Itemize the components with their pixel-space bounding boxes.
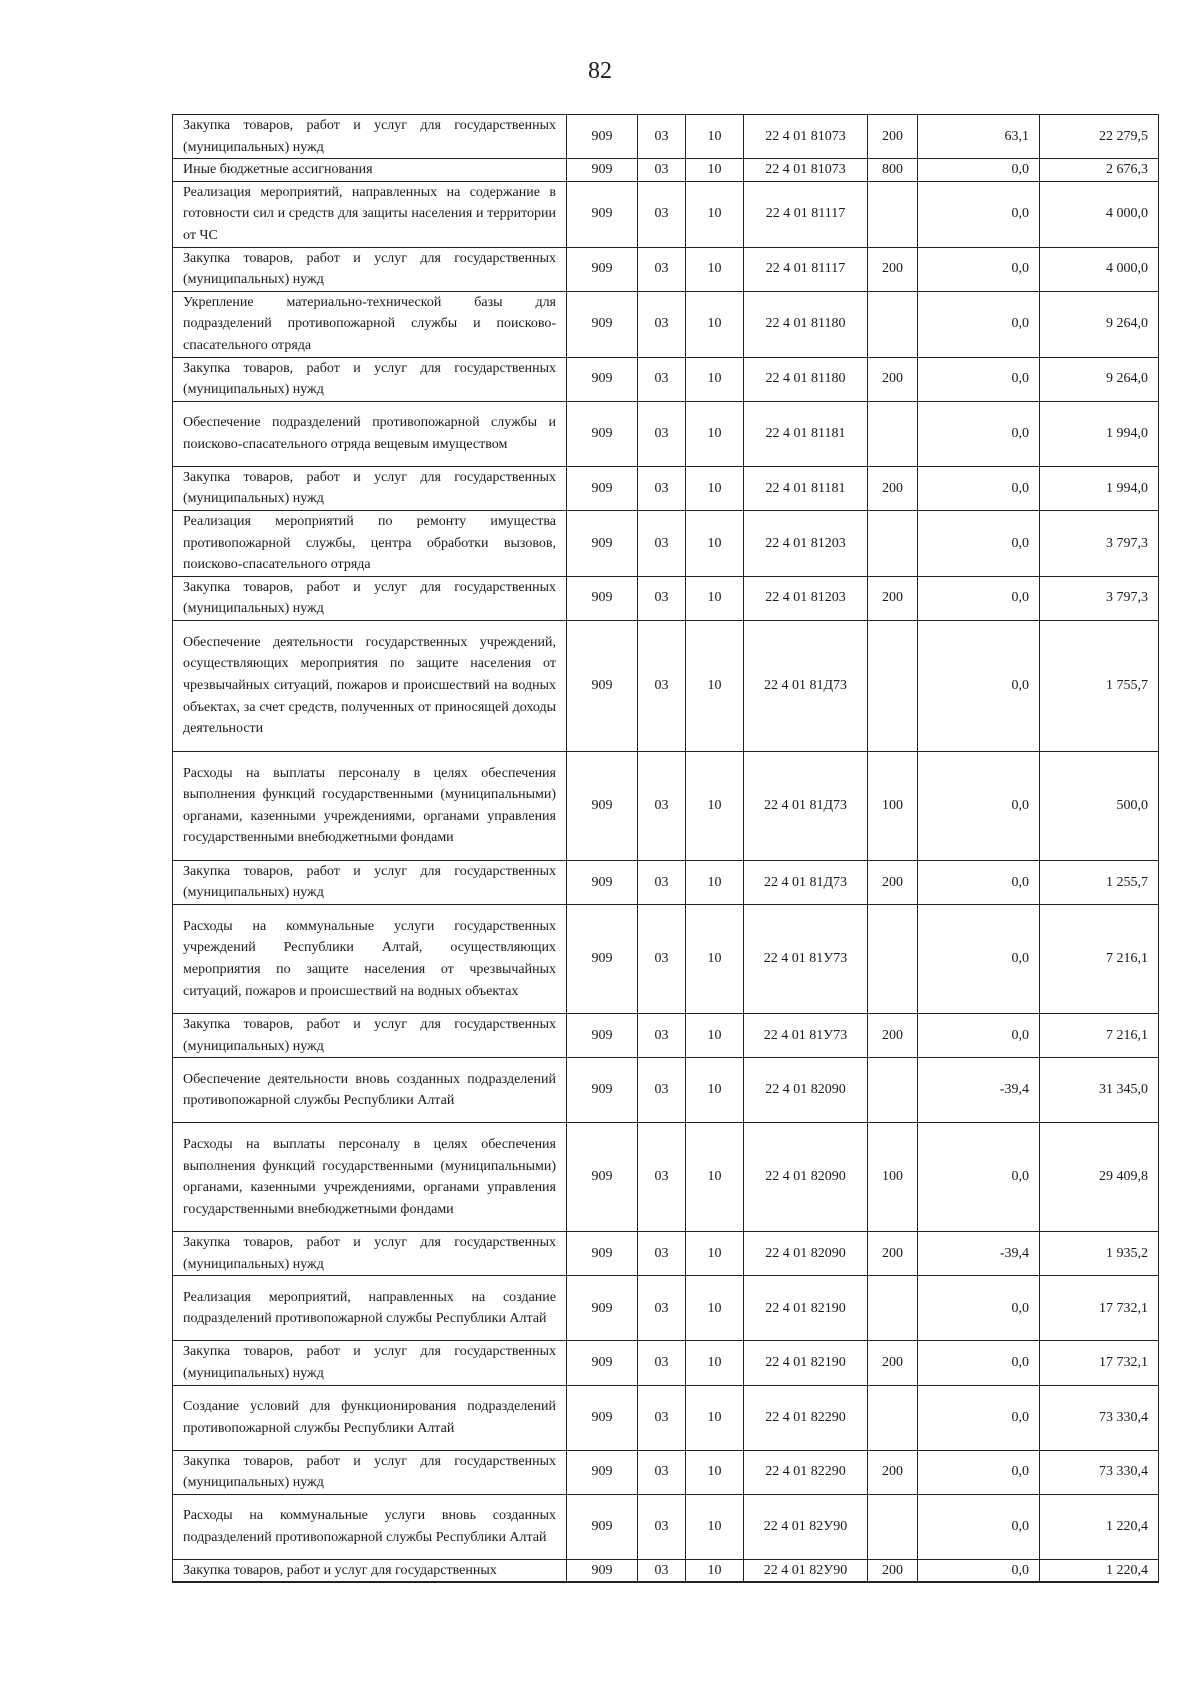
total-amount: 3 797,3 (1040, 576, 1159, 620)
table-row (173, 751, 1159, 860)
table-row (173, 620, 1159, 751)
expense-type-code: 200 (868, 1014, 918, 1058)
table-row (173, 1341, 1159, 1385)
change-amount: 0,0 (918, 291, 1040, 357)
subsection-code: 10 (686, 620, 744, 751)
change-amount: 0,0 (918, 1450, 1040, 1494)
section-code: 03 (638, 751, 686, 860)
expense-type-code: 800 (868, 159, 918, 182)
section-code: 03 (638, 1341, 686, 1385)
target-article-code: 22 4 01 82У90 (744, 1559, 868, 1582)
ministry-code: 909 (567, 181, 638, 247)
row-description: Создание условий для функционирования подразделений противопожарной службы Республики Алтай (173, 1385, 567, 1450)
expense-type-code: 200 (868, 576, 918, 620)
total-amount: 3 797,3 (1040, 510, 1159, 576)
table-row (173, 401, 1159, 466)
change-amount: 0,0 (918, 860, 1040, 904)
table-row (173, 1058, 1159, 1123)
section-code: 03 (638, 510, 686, 576)
ministry-code: 909 (567, 620, 638, 751)
target-article-code: 22 4 01 82090 (744, 1232, 868, 1276)
total-amount: 9 264,0 (1040, 291, 1159, 357)
table-row (173, 115, 1159, 159)
section-code: 03 (638, 1232, 686, 1276)
change-amount: 0,0 (918, 1494, 1040, 1559)
change-amount: 0,0 (918, 466, 1040, 510)
target-article-code: 22 4 01 81117 (744, 247, 868, 291)
subsection-code: 10 (686, 1123, 744, 1232)
expense-type-code: 200 (868, 1232, 918, 1276)
total-amount: 1 220,4 (1040, 1494, 1159, 1559)
table-row (173, 291, 1159, 357)
total-amount: 1 994,0 (1040, 401, 1159, 466)
target-article-code: 22 4 01 82290 (744, 1450, 868, 1494)
section-code: 03 (638, 1123, 686, 1232)
total-amount: 9 264,0 (1040, 357, 1159, 401)
target-article-code: 22 4 01 82190 (744, 1276, 868, 1341)
row-description: Расходы на выплаты персоналу в целях обеспечения выполнения функций государственными (муниципальными) органами, казенными учреждениями, органами управления государственными внебюджетными фондами (173, 1123, 567, 1232)
row-description: Закупка товаров, работ и услуг для государственных (муниципальных) нужд (173, 1014, 567, 1058)
total-amount: 2 676,3 (1040, 159, 1159, 182)
target-article-code: 22 4 01 82090 (744, 1058, 868, 1123)
change-amount: 63,1 (918, 115, 1040, 159)
expense-type-code (868, 510, 918, 576)
target-article-code: 22 4 01 81117 (744, 181, 868, 247)
table-row (173, 247, 1159, 291)
section-code: 03 (638, 860, 686, 904)
row-description: Закупка товаров, работ и услуг для государственных (173, 1559, 567, 1582)
row-description: Реализация мероприятий, направленных на содержание в готовности сил и средств для защиты населения и территории от ЧС (173, 181, 567, 247)
table-row (173, 357, 1159, 401)
expense-type-code: 200 (868, 247, 918, 291)
table-row (173, 576, 1159, 620)
row-description: Закупка товаров, работ и услуг для государственных (муниципальных) нужд (173, 576, 567, 620)
subsection-code: 10 (686, 181, 744, 247)
change-amount: -39,4 (918, 1058, 1040, 1123)
target-article-code: 22 4 01 81Д73 (744, 620, 868, 751)
change-amount: -39,4 (918, 1232, 1040, 1276)
section-code: 03 (638, 1276, 686, 1341)
row-description: Закупка товаров, работ и услуг для государственных (муниципальных) нужд (173, 860, 567, 904)
row-description: Реализация мероприятий, направленных на создание подразделений противопожарной службы Республики Алтай (173, 1276, 567, 1341)
change-amount: 0,0 (918, 510, 1040, 576)
subsection-code: 10 (686, 905, 744, 1014)
subsection-code: 10 (686, 1341, 744, 1385)
ministry-code: 909 (567, 1276, 638, 1341)
table-row (173, 1232, 1159, 1276)
section-code: 03 (638, 1058, 686, 1123)
ministry-code: 909 (567, 1123, 638, 1232)
table-row (173, 1494, 1159, 1559)
change-amount: 0,0 (918, 1341, 1040, 1385)
subsection-code: 10 (686, 1450, 744, 1494)
section-code: 03 (638, 576, 686, 620)
ministry-code: 909 (567, 291, 638, 357)
total-amount: 73 330,4 (1040, 1450, 1159, 1494)
row-description: Укрепление материально-технической базы для подразделений противопожарной службы и поисково-спасательного отряда (173, 291, 567, 357)
expense-type-code: 200 (868, 357, 918, 401)
change-amount: 0,0 (918, 181, 1040, 247)
total-amount: 1 220,4 (1040, 1559, 1159, 1582)
expense-type-code: 200 (868, 1341, 918, 1385)
subsection-code: 10 (686, 466, 744, 510)
total-amount: 4 000,0 (1040, 181, 1159, 247)
section-code: 03 (638, 905, 686, 1014)
ministry-code: 909 (567, 1450, 638, 1494)
section-code: 03 (638, 159, 686, 182)
change-amount: 0,0 (918, 905, 1040, 1014)
expense-type-code: 200 (868, 1450, 918, 1494)
section-code: 03 (638, 115, 686, 159)
target-article-code: 22 4 01 81У73 (744, 905, 868, 1014)
expense-type-code: 200 (868, 1559, 918, 1582)
target-article-code: 22 4 01 81203 (744, 576, 868, 620)
total-amount: 17 732,1 (1040, 1276, 1159, 1341)
ministry-code: 909 (567, 1559, 638, 1582)
total-amount: 7 216,1 (1040, 1014, 1159, 1058)
row-description: Обеспечение подразделений противопожарной службы и поисково-спасательного отряда вещевым имуществом (173, 401, 567, 466)
table-row (173, 181, 1159, 247)
section-code: 03 (638, 357, 686, 401)
subsection-code: 10 (686, 1058, 744, 1123)
change-amount: 0,0 (918, 620, 1040, 751)
expense-type-code (868, 291, 918, 357)
change-amount: 0,0 (918, 247, 1040, 291)
table-row (173, 159, 1159, 182)
target-article-code: 22 4 01 81Д73 (744, 860, 868, 904)
table-row (173, 1276, 1159, 1341)
change-amount: 0,0 (918, 1276, 1040, 1341)
target-article-code: 22 4 01 81181 (744, 401, 868, 466)
table-row (173, 1559, 1159, 1582)
target-article-code: 22 4 01 81203 (744, 510, 868, 576)
target-article-code: 22 4 01 81180 (744, 291, 868, 357)
row-description: Закупка товаров, работ и услуг для государственных (муниципальных) нужд (173, 1341, 567, 1385)
ministry-code: 909 (567, 1014, 638, 1058)
row-description: Реализация мероприятий по ремонту имущества противопожарной службы, центра обработки вызовов, поисково-спасательного отряда (173, 510, 567, 576)
total-amount: 29 409,8 (1040, 1123, 1159, 1232)
subsection-code: 10 (686, 751, 744, 860)
row-description: Закупка товаров, работ и услуг для государственных (муниципальных) нужд (173, 115, 567, 159)
subsection-code: 10 (686, 860, 744, 904)
subsection-code: 10 (686, 401, 744, 466)
change-amount: 0,0 (918, 1385, 1040, 1450)
subsection-code: 10 (686, 1276, 744, 1341)
row-description: Закупка товаров, работ и услуг для государственных (муниципальных) нужд (173, 1450, 567, 1494)
change-amount: 0,0 (918, 357, 1040, 401)
target-article-code: 22 4 01 82290 (744, 1385, 868, 1450)
target-article-code: 22 4 01 82090 (744, 1123, 868, 1232)
expense-type-code: 200 (868, 860, 918, 904)
subsection-code: 10 (686, 247, 744, 291)
ministry-code: 909 (567, 510, 638, 576)
change-amount: 0,0 (918, 159, 1040, 182)
ministry-code: 909 (567, 466, 638, 510)
table-row (173, 1385, 1159, 1450)
ministry-code: 909 (567, 1385, 638, 1450)
total-amount: 4 000,0 (1040, 247, 1159, 291)
ministry-code: 909 (567, 751, 638, 860)
ministry-code: 909 (567, 1058, 638, 1123)
total-amount: 1 994,0 (1040, 466, 1159, 510)
section-code: 03 (638, 291, 686, 357)
ministry-code: 909 (567, 860, 638, 904)
total-amount: 31 345,0 (1040, 1058, 1159, 1123)
budget-table (172, 114, 1159, 1583)
target-article-code: 22 4 01 81180 (744, 357, 868, 401)
subsection-code: 10 (686, 159, 744, 182)
expense-type-code (868, 905, 918, 1014)
ministry-code: 909 (567, 1232, 638, 1276)
target-article-code: 22 4 01 81У73 (744, 1014, 868, 1058)
change-amount: 0,0 (918, 1123, 1040, 1232)
expense-type-code (868, 1494, 918, 1559)
section-code: 03 (638, 1494, 686, 1559)
table-row (173, 860, 1159, 904)
target-article-code: 22 4 01 81181 (744, 466, 868, 510)
expense-type-code (868, 1276, 918, 1341)
section-code: 03 (638, 620, 686, 751)
section-code: 03 (638, 1559, 686, 1582)
section-code: 03 (638, 247, 686, 291)
section-code: 03 (638, 1014, 686, 1058)
total-amount: 73 330,4 (1040, 1385, 1159, 1450)
table-row (173, 510, 1159, 576)
row-description: Расходы на коммунальные услуги вновь созданных подразделений противопожарной службы Республики Алтай (173, 1494, 567, 1559)
row-description: Закупка товаров, работ и услуг для государственных (муниципальных) нужд (173, 1232, 567, 1276)
table-row (173, 905, 1159, 1014)
subsection-code: 10 (686, 1494, 744, 1559)
target-article-code: 22 4 01 81073 (744, 115, 868, 159)
expense-type-code: 200 (868, 466, 918, 510)
total-amount: 7 216,1 (1040, 905, 1159, 1014)
subsection-code: 10 (686, 1232, 744, 1276)
expense-type-code: 200 (868, 115, 918, 159)
row-description: Расходы на выплаты персоналу в целях обеспечения выполнения функций государственными (муниципальными) органами, казенными учреждениями, органами управления государственными внебюджетными фондами (173, 751, 567, 860)
subsection-code: 10 (686, 357, 744, 401)
target-article-code: 22 4 01 82У90 (744, 1494, 868, 1559)
ministry-code: 909 (567, 905, 638, 1014)
ministry-code: 909 (567, 1494, 638, 1559)
section-code: 03 (638, 401, 686, 466)
ministry-code: 909 (567, 576, 638, 620)
total-amount: 22 279,5 (1040, 115, 1159, 159)
change-amount: 0,0 (918, 1014, 1040, 1058)
total-amount: 1 935,2 (1040, 1232, 1159, 1276)
table-body (173, 115, 1159, 1583)
row-description: Обеспечение деятельности вновь созданных подразделений противопожарной службы Республики Алтай (173, 1058, 567, 1123)
target-article-code: 22 4 01 82190 (744, 1341, 868, 1385)
expense-type-code: 100 (868, 751, 918, 860)
table-row (173, 1450, 1159, 1494)
row-description: Иные бюджетные ассигнования (173, 159, 567, 182)
table-row (173, 466, 1159, 510)
ministry-code: 909 (567, 115, 638, 159)
total-amount: 17 732,1 (1040, 1341, 1159, 1385)
section-code: 03 (638, 181, 686, 247)
row-description: Закупка товаров, работ и услуг для государственных (муниципальных) нужд (173, 247, 567, 291)
table-row (173, 1123, 1159, 1232)
change-amount: 0,0 (918, 576, 1040, 620)
subsection-code: 10 (686, 291, 744, 357)
row-description: Закупка товаров, работ и услуг для государственных (муниципальных) нужд (173, 357, 567, 401)
row-description: Закупка товаров, работ и услуг для государственных (муниципальных) нужд (173, 466, 567, 510)
subsection-code: 10 (686, 510, 744, 576)
target-article-code: 22 4 01 81Д73 (744, 751, 868, 860)
ministry-code: 909 (567, 1341, 638, 1385)
expense-type-code (868, 1385, 918, 1450)
expense-type-code (868, 181, 918, 247)
ministry-code: 909 (567, 357, 638, 401)
table-row (173, 1014, 1159, 1058)
total-amount: 500,0 (1040, 751, 1159, 860)
subsection-code: 10 (686, 115, 744, 159)
change-amount: 0,0 (918, 401, 1040, 466)
subsection-code: 10 (686, 576, 744, 620)
change-amount: 0,0 (918, 1559, 1040, 1582)
subsection-code: 10 (686, 1559, 744, 1582)
page-number: 82 (588, 58, 612, 84)
section-code: 03 (638, 466, 686, 510)
ministry-code: 909 (567, 401, 638, 466)
expense-type-code: 100 (868, 1123, 918, 1232)
section-code: 03 (638, 1450, 686, 1494)
row-description: Обеспечение деятельности государственных учреждений, осуществляющих мероприятия по защите населения от чрезвычайных ситуаций, пожаров и происшествий на водных объектах, за счет средств, полученных от приносящей доходы деятельности (173, 620, 567, 751)
subsection-code: 10 (686, 1014, 744, 1058)
expense-type-code (868, 401, 918, 466)
ministry-code: 909 (567, 159, 638, 182)
expense-type-code (868, 1058, 918, 1123)
row-description: Расходы на коммунальные услуги государственных учреждений Республики Алтай, осуществляющих мероприятия по защите населения от чрезвычайных ситуаций, пожаров и происшествий на водных объектах (173, 905, 567, 1014)
change-amount: 0,0 (918, 751, 1040, 860)
expense-type-code (868, 620, 918, 751)
ministry-code: 909 (567, 247, 638, 291)
subsection-code: 10 (686, 1385, 744, 1450)
total-amount: 1 255,7 (1040, 860, 1159, 904)
section-code: 03 (638, 1385, 686, 1450)
total-amount: 1 755,7 (1040, 620, 1159, 751)
target-article-code: 22 4 01 81073 (744, 159, 868, 182)
